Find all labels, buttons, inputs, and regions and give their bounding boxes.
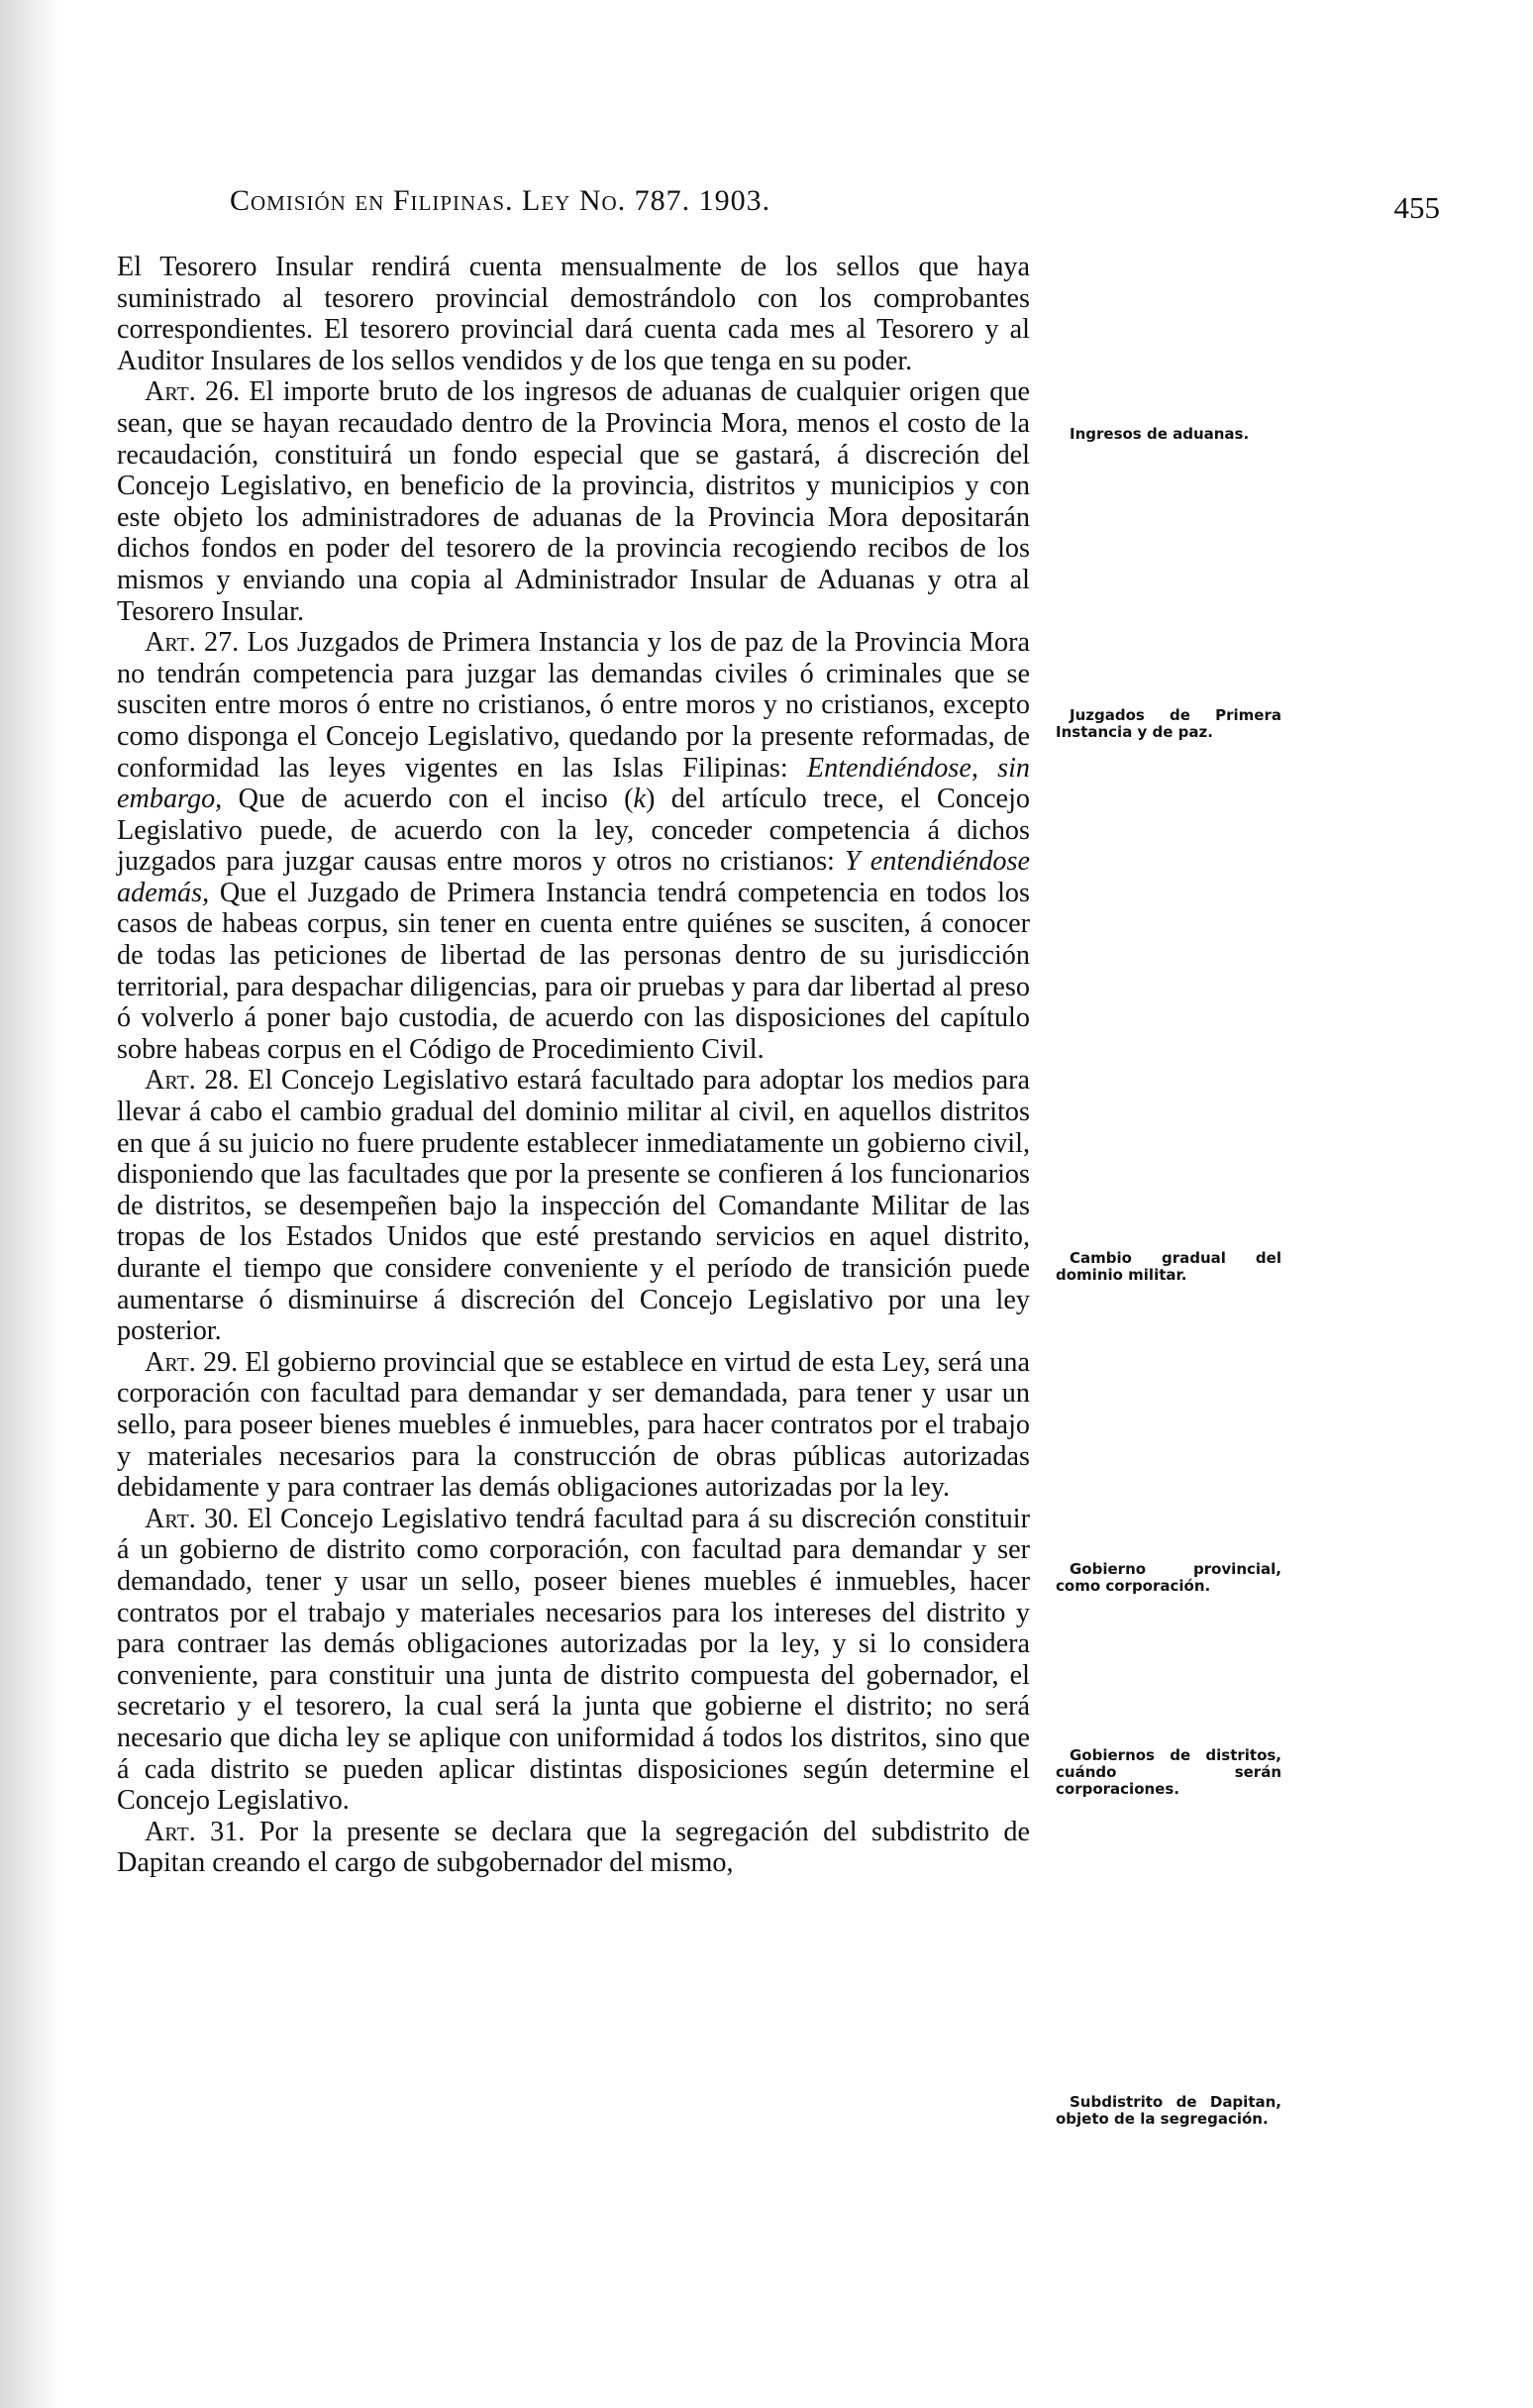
article-26 — [117, 376, 1030, 627]
article-27-text-1: Los Juzgados de Primera Instancia y los de paz de la Provincia Mora no tendrán competencia para juzgar las demandas civiles ó criminales que se susciten entre moros ó entre no cristianos, ó entre moros y no cristianos, excepto como disponga el Concejo Legislativo, quedando por la presente reformadas, de conformidad las leyes vigentes en las Islas Filipinas: — [117, 627, 1030, 784]
article-26-label: Art. 26. — [145, 376, 241, 408]
margin-note-subdistrito-dapitan — [1056, 2094, 1281, 2128]
article-27-text-3: ) del artículo trece, el Concejo Legislativo puede, de acuerdo con la ley, conceder competencia á dichos juzgados para juzgar causas entre moros y otros no cristianos: — [117, 784, 1030, 878]
article-31-label: Art. 31. — [145, 1816, 246, 1847]
article-31-text: Por la presente se declara que la segregación del subdistrito de Dapitan creando el cargo de subgobernador del mismo, — [117, 1816, 1030, 1879]
article-31 — [117, 1817, 1030, 1879]
body-text — [117, 252, 1030, 1879]
margin-note-juzgados — [1056, 707, 1281, 741]
running-header — [230, 180, 1440, 230]
article-27-italic-2: Y entendiéndose además, — [117, 846, 1030, 908]
margin-note-ingresos-text: Ingresos de aduanas. — [1070, 425, 1250, 443]
paragraph-continuation: El Tesorero Insular rendirá cuenta mensualmente de los sellos que haya suministrado al tesorero provincial demostrándolo con los comprobantes correspondientes. El tesorero provincial dará cuenta cada mes al Tesorero y al Auditor Insulares de los sellos vendidos y de los que tenga en su poder. — [117, 252, 1030, 376]
margin-note-gobierno-provincial — [1056, 1561, 1281, 1595]
article-28 — [117, 1065, 1030, 1346]
article-30-text: El Concejo Legislativo tendrá facultad para á su discreción constituir á un gobierno de distrito como corporación, con facultad para demandar y ser demandado, tener y usar un sello, poseer bienes muebles é inmuebles, hacer contratos por el trabajo y materiales necesarios para los intereses del distrito y para contraer las demás obligaciones autorizadas por la ley, y si lo considera conveniente, para constituir una junta de distrito compuesta del gobernador, el secretario y el tesorero, la cual será la junta que gobierne el distrito; no será necesario que dicha ley se aplique con uniformidad á todos los distritos, sino que á cada distrito se pueden aplicar distintas disposiciones según determine el Concejo Legislativo. — [117, 1503, 1030, 1817]
margin-note-ingresos — [1056, 426, 1281, 443]
article-28-label: Art. 28. — [145, 1065, 240, 1097]
article-27-text-4: Que el Juzgado de Primera Instancia tendrá competencia en todos los casos de habeas corpus, sin tener en cuenta entre quiénes se susciten, á conocer de todas las peticiones de libertad de las personas dentro de su jurisdicción territorial, para despachar diligencias, para oir pruebas y para dar libertad al preso ó volverlo á poner bajo custodia, de acuerdo con las disposiciones del capítulo sobre habeas corpus en el Código de Procedimiento Civil. — [117, 877, 1030, 1065]
article-30 — [117, 1504, 1030, 1817]
scan-edge-shadow — [0, 0, 59, 2408]
margin-note-gobierno-provincial-text: Gobierno provincial, como corporación. — [1056, 1560, 1281, 1595]
margin-note-juzgados-text: Juzgados de Primera Instancia y de paz. — [1056, 706, 1281, 741]
article-27-italic-k: k — [633, 784, 647, 815]
article-30-label: Art. 30. — [145, 1503, 240, 1534]
article-27 — [117, 627, 1030, 1065]
article-29 — [117, 1347, 1030, 1504]
page-number: 455 — [1393, 190, 1440, 225]
article-27-label: Art. 27. — [145, 627, 240, 659]
margin-note-subdistrito-dapitan-text: Subdistrito de Dapitan, objeto de la segregación. — [1056, 2093, 1281, 2128]
margin-note-cambio-gradual — [1056, 1250, 1281, 1284]
article-26-text: El importe bruto de los ingresos de aduanas de cualquier origen que sean, que se hayan recaudado dentro de la Provincia Mora, menos el costo de la recaudación, constituirá un fondo especial que se gastará, á discreción del Concejo Legislativo, en beneficio de la provincia, distritos y municipios y con este objeto los administradores de aduanas de la Provincia Mora depositarán dichos fondos en poder del tesorero de la provincia recogiendo recibos de los mismos y enviando una copia al Administrador Insular de Aduanas y otra al Tesorero Insular. — [117, 376, 1030, 627]
margin-note-gobiernos-distritos-text: Gobiernos de distritos, cuándo serán corporaciones. — [1056, 1746, 1281, 1798]
article-29-text: El gobierno provincial que se establece en virtud de esta Ley, será una corporación con facultad para demandar y ser demandada, para tener y usar un sello, para poseer bienes muebles é inmuebles, para hacer contratos por el trabajo y materiales necesarios para la construcción de obras públicas autorizadas debidamente y para contraer las demás obligaciones autorizadas por la ley. — [117, 1346, 1031, 1504]
article-28-text: El Concejo Legislativo estará facultado para adoptar los medios para llevar á cabo el cambio gradual del dominio militar al civil, en aquellos distritos en que á su juicio no fuere prudente establecer inmediatamente un gobierno civil, disponiendo que las facultades que por la presente se confieren á los funcionarios de distritos, se desempeñen bajo la inspección del Comandante Militar de las tropas de los Estados Unidos que esté prestando servicios en aquel distrito, durante el tiempo que considere conveniente y el período de transición puede aumentarse ó disminuirse á discreción del Concejo Legislativo por una ley posterior. — [117, 1065, 1030, 1347]
header-title: Comisión en Filipinas. Ley No. 787. 1903. — [230, 184, 771, 217]
article-29-label: Art. 29. — [145, 1346, 239, 1378]
margin-note-gobiernos-distritos — [1056, 1747, 1281, 1798]
margin-note-cambio-gradual-text: Cambio gradual del dominio militar. — [1056, 1249, 1281, 1284]
article-27-italic-1: Entendiéndose, sin embargo, — [117, 752, 1030, 815]
article-27-text-2: Que de acuerdo con el inciso ( — [222, 784, 634, 815]
